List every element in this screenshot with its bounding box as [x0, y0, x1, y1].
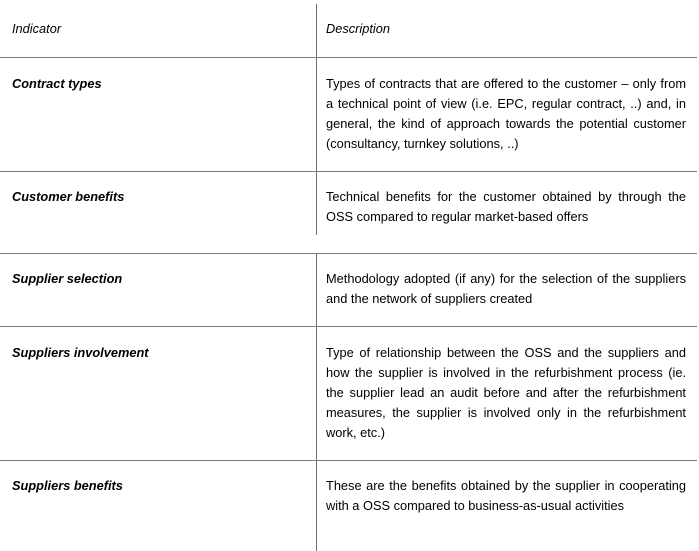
header-indicator: Indicator [12, 21, 62, 36]
row-description: These are the benefits obtained by the supplier in cooperating with a OSS compared to business-as-usual activities [326, 478, 686, 513]
row-description: Technical benefits for the customer obtained by through the OSS compared to regular market-based offers [326, 189, 686, 224]
row-indicator: Customer benefits [12, 189, 125, 204]
column-divider-lower [316, 253, 317, 551]
row-description: Methodology adopted (if any) for the selection of the suppliers and the network of suppliers created [326, 271, 686, 306]
column-divider-upper [316, 4, 317, 235]
header-description: Description [326, 21, 391, 36]
row-indicator: Suppliers benefits [12, 478, 123, 493]
row-description: Type of relationship between the OSS and the suppliers and how the supplier is involved in the refurbishment process (ie. the supplier lead an audit before and after the refurbishment measures, the supplier is involved only in the refurbishment work, etc.) [326, 345, 686, 440]
row-separator [0, 460, 697, 461]
row-separator [0, 171, 697, 172]
row-indicator: Contract types [12, 76, 102, 91]
row-description: Types of contracts that are offered to the customer – only from a technical point of view (i.e. EPC, regular contract, ..) and, in general, the kind of approach towards the potential customer (consultancy, turnkey solutions, ..) [326, 76, 686, 151]
row-separator [0, 326, 697, 327]
row-indicator: Suppliers involvement [12, 345, 149, 360]
row-separator [0, 57, 697, 58]
row-indicator: Supplier selection [12, 271, 123, 286]
row-separator [0, 253, 697, 254]
